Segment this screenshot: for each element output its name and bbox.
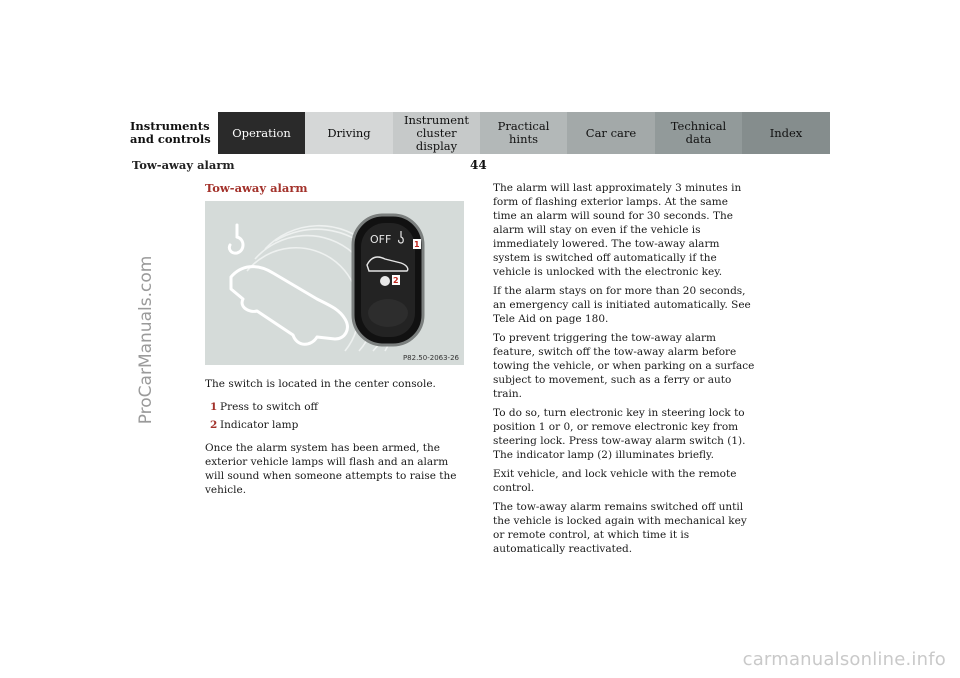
page-number: 44: [470, 158, 487, 172]
indicator-lamp-icon: [380, 276, 390, 286]
section-tab-bar: [130, 112, 830, 154]
tab-driving[interactable]: Driving: [305, 112, 393, 154]
tilted-car-icon: [231, 267, 347, 345]
right-column: [493, 181, 755, 561]
figure-code: P82.50-2063-26: [402, 354, 459, 362]
running-head: Tow-away alarm: [132, 158, 235, 172]
legend-text: Press to switch off: [220, 401, 319, 413]
legend-item: [210, 400, 467, 414]
legend-item: [210, 418, 467, 432]
tab-technical-data[interactable]: Technical data: [655, 112, 742, 154]
paragraph: To do so, turn electronic key in steering lock to position 1 or 0, or remove electronic key from steering lock. Press tow-away alarm switch (1). The indicator lamp (2) illuminates briefly.: [493, 407, 746, 461]
tab-car-care[interactable]: Car care: [567, 112, 655, 154]
paragraph: If the alarm stays on for more than 20 seconds, an emergency call is initiated automatically. See Tele Aid on page 180.: [493, 285, 751, 325]
callout-1: 1: [414, 240, 420, 249]
tow-hook-icon: [229, 225, 243, 253]
bottom-watermark: carmanualsonline.info: [742, 649, 946, 670]
tab-instruments-and-controls[interactable]: Instruments and controls: [130, 112, 218, 154]
tab-instrument-cluster-display[interactable]: Instrument cluster display: [393, 112, 480, 154]
paragraph: The alarm will last approximately 3 minutes in form of flashing exterior lamps. At the same time an alarm will sound for 30 seconds. The alarm will stay on even if the vehicle is immediately lowered. The tow-away alarm system is switched off automatically if the vehicle is unlocked with the electronic key.: [493, 182, 742, 278]
tow-away-switch-figure: [205, 201, 464, 365]
left-column: [205, 181, 467, 497]
switch-location-text: The switch is located in the center console.: [205, 378, 436, 390]
tab-index[interactable]: Index: [742, 112, 830, 154]
side-watermark: ProCarManuals.com: [136, 255, 156, 425]
legend-text: Indicator lamp: [220, 419, 299, 431]
switch-illustration: [205, 201, 464, 365]
armed-paragraph: Once the alarm system has been armed, the exterior vehicle lamps will flash and an alarm will sound when someone attempts to raise the vehicle.: [205, 442, 457, 496]
paragraph: To prevent triggering the tow-away alarm feature, switch off the tow-away alarm before towing the vehicle, or when parking on a surface subject to movement, such as a ferry or auto train.: [493, 332, 755, 400]
paragraph: Exit vehicle, and lock vehicle with the remote control.: [493, 468, 737, 494]
tab-practical-hints[interactable]: Practical hints: [480, 112, 567, 154]
section-title: Tow-away alarm: [205, 181, 308, 195]
figure-legend: [210, 400, 467, 432]
tab-operation[interactable]: Operation: [218, 112, 305, 154]
legend-number: 2: [210, 419, 218, 431]
switch-off-label: OFF: [370, 233, 392, 246]
legend-number: 1: [210, 401, 218, 413]
paragraph: The tow-away alarm remains switched off until the vehicle is locked again with mechanical key or remote control, at which time it is automatically reactivated.: [493, 501, 747, 555]
callout-2: 2: [393, 276, 399, 285]
